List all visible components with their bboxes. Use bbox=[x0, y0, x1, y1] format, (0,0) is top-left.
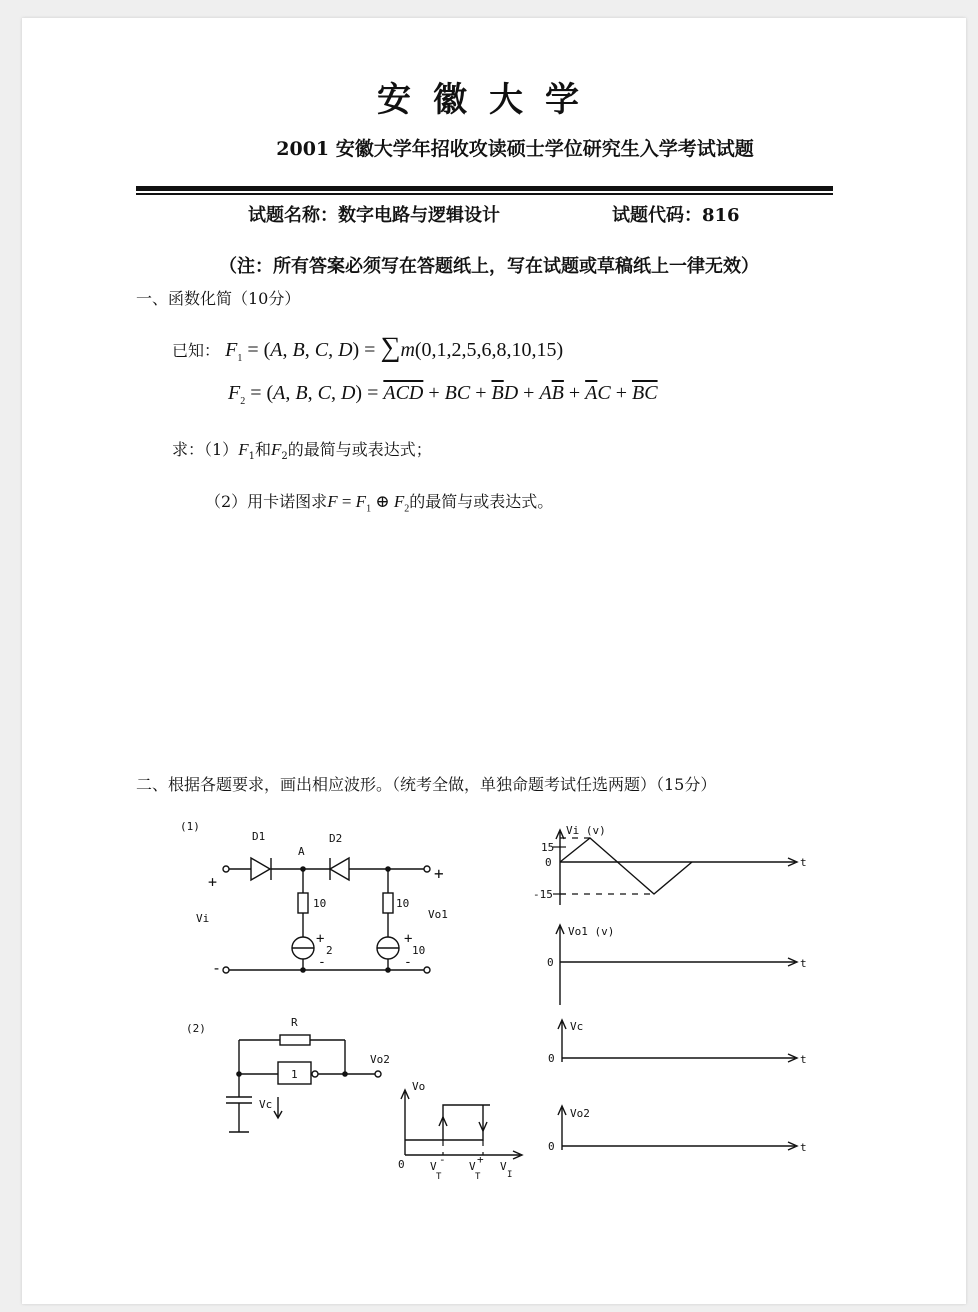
question-1-title: 一、函数化简（10分） bbox=[136, 289, 301, 308]
svg-text:0: 0 bbox=[548, 1140, 555, 1153]
svg-text:10: 10 bbox=[396, 897, 410, 910]
svg-text:-: - bbox=[318, 955, 326, 970]
svg-text:T: T bbox=[436, 1172, 442, 1182]
svg-text:Vi: Vi bbox=[196, 912, 210, 925]
svg-text:(2): (2) bbox=[186, 1022, 206, 1035]
svg-text:+: + bbox=[316, 931, 325, 947]
university-title: 安徽大学 bbox=[377, 80, 601, 120]
svg-text:+: + bbox=[404, 931, 413, 947]
subject-name: 试题名称：数字电路与逻辑设计 bbox=[248, 205, 500, 226]
svg-text:V: V bbox=[469, 1160, 476, 1173]
question-2-title: 二、根据各题要求，画出相应波形。（统考全做，单独命题考试任选两题）（15分） bbox=[136, 775, 717, 794]
svg-text:Vo2: Vo2 bbox=[370, 1053, 390, 1066]
svg-text:D1: D1 bbox=[252, 830, 266, 843]
svg-text:V: V bbox=[500, 1160, 507, 1173]
svg-text:-: - bbox=[439, 1153, 446, 1166]
given-label: 已知： bbox=[172, 341, 221, 360]
svg-text:(1): (1) bbox=[180, 820, 200, 833]
svg-text:Vo1 (v): Vo1 (v) bbox=[568, 925, 615, 938]
svg-text:2: 2 bbox=[326, 944, 333, 957]
svg-text:Vc: Vc bbox=[259, 1098, 273, 1111]
svg-text:0: 0 bbox=[398, 1158, 405, 1171]
svg-text:+: + bbox=[208, 873, 218, 891]
svg-text:D2: D2 bbox=[329, 832, 343, 845]
exam-title: 2001 安徽大学年招收攻读硕士学位研究生入学考试试题 bbox=[276, 138, 754, 160]
svg-text:10: 10 bbox=[313, 897, 327, 910]
svg-text:Vo2: Vo2 bbox=[570, 1107, 590, 1120]
svg-text:Vo: Vo bbox=[412, 1080, 426, 1093]
svg-text:0: 0 bbox=[548, 1052, 555, 1065]
svg-text:V: V bbox=[430, 1160, 437, 1173]
svg-text:Vi (v): Vi (v) bbox=[566, 824, 606, 837]
svg-text:Vo1: Vo1 bbox=[428, 908, 448, 921]
svg-text:t: t bbox=[800, 1141, 807, 1154]
f1-expression: $F_1 = (A$, B, C, D) = ∑m(0,1,2,5,6,8,10,15) bbox=[225, 332, 564, 364]
requirement-2: （2）用卡诺图求$F = F_1$ ⊕ $F_2$的最简与或表达式。 bbox=[205, 492, 554, 515]
answer-note: （注：所有答案必须写在答题纸上，写在试题或草稿纸上一律无效） bbox=[219, 256, 759, 277]
svg-text:-: - bbox=[212, 959, 222, 977]
svg-text:I: I bbox=[507, 1170, 513, 1180]
svg-text:0: 0 bbox=[547, 956, 554, 969]
svg-text:0: 0 bbox=[545, 856, 552, 869]
svg-text:1: 1 bbox=[291, 1068, 298, 1081]
svg-text:+: + bbox=[434, 864, 444, 883]
svg-text:+: + bbox=[477, 1153, 484, 1166]
svg-text:-: - bbox=[404, 955, 412, 970]
svg-text:Vc: Vc bbox=[570, 1020, 584, 1033]
svg-text:t: t bbox=[800, 957, 807, 970]
svg-text:-15: -15 bbox=[533, 888, 553, 901]
svg-text:10: 10 bbox=[412, 944, 426, 957]
svg-text:t: t bbox=[800, 856, 807, 869]
svg-text:R: R bbox=[291, 1016, 298, 1029]
svg-text:t: t bbox=[800, 1053, 807, 1066]
svg-text:15: 15 bbox=[541, 841, 555, 854]
f2-expression: $F_2 = (A$, B, C, $D) = \overline{ACD}$ + BC + $\overline{B}D + A\overline{B} + \overline{A}C + \overline{BC}$ bbox=[228, 382, 658, 407]
svg-text:A: A bbox=[298, 845, 305, 858]
subject-code: 试题代码：816 bbox=[612, 205, 740, 226]
requirement-1: 求：$(1)F_1$和$F_2$的最简与或表达式； bbox=[172, 440, 432, 463]
svg-text:T: T bbox=[475, 1172, 481, 1182]
